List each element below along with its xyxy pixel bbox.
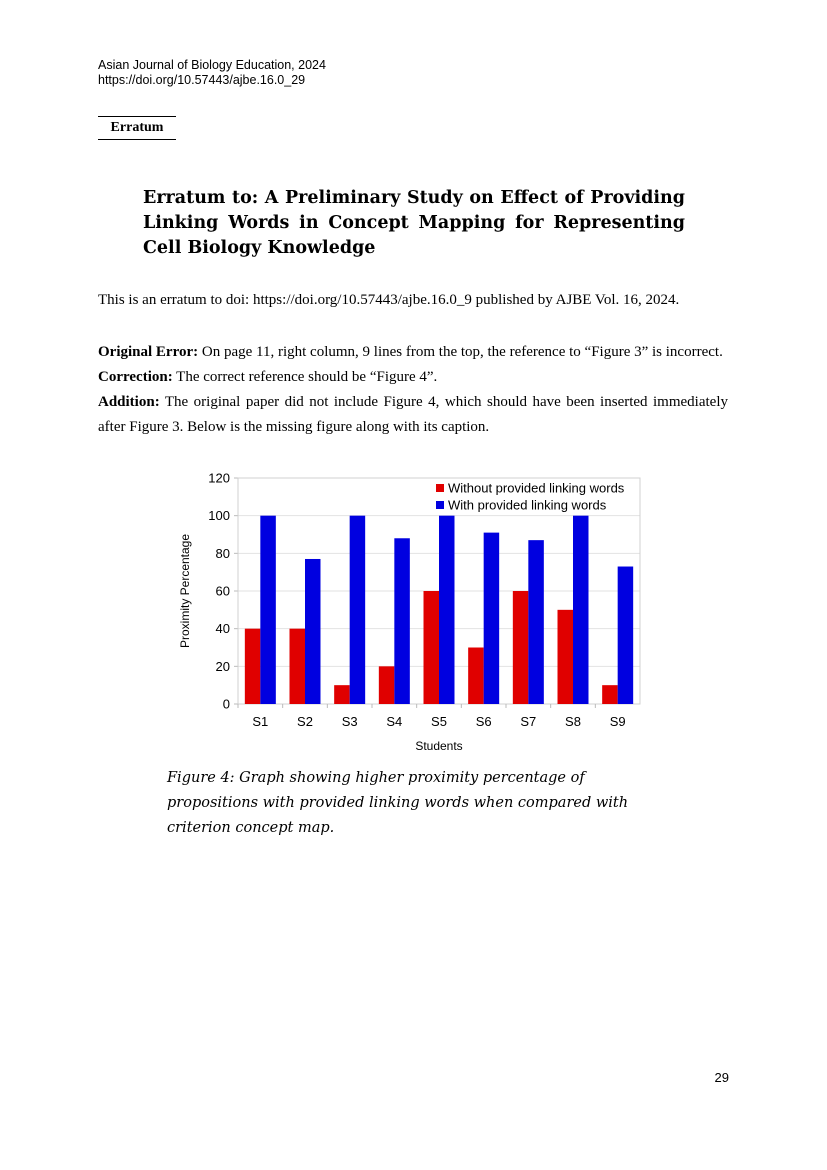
bar-with-s4 <box>394 538 410 704</box>
x-tick-label: S8 <box>565 714 581 729</box>
paragraph-label: Correction: <box>98 369 173 385</box>
legend-swatch <box>436 484 444 492</box>
x-tick-label: S2 <box>297 714 313 729</box>
paragraph-text: On page 11, right column, 9 lines from the top, the reference to “Figure 3” is incorrect. <box>198 344 723 360</box>
bar-without-s1 <box>245 629 261 704</box>
paragraph-label: Addition: <box>98 394 160 410</box>
bar-with-s9 <box>618 567 634 704</box>
running-header <box>98 58 326 88</box>
y-axis-title: Proximity Percentage <box>178 533 192 649</box>
y-tick-label: 20 <box>215 658 230 674</box>
header-doi: https://doi.org/10.57443/ajbe.16.0_29 <box>98 73 306 87</box>
bar-without-s8 <box>558 610 574 704</box>
x-tick-label: S1 <box>252 714 269 729</box>
legend-swatch <box>436 501 444 509</box>
legend-label: With provided linking words <box>448 497 607 513</box>
y-tick-label: 80 <box>215 545 230 561</box>
bar-with-s1 <box>260 516 276 704</box>
paragraph-addition <box>98 390 728 440</box>
paragraph-text: The correct reference should be “Figure 4”. <box>172 369 438 385</box>
bar-with-s2 <box>305 559 321 704</box>
bar-without-s7 <box>513 591 529 704</box>
bar-without-s6 <box>468 648 484 705</box>
figure-caption: Figure 4: Graph showing higher proximity percentage of propositions with provided linking words when compared with criterion concept map. <box>167 770 629 836</box>
bar-without-s2 <box>290 629 306 704</box>
x-tick-label: S6 <box>475 714 492 729</box>
y-tick-label: 60 <box>215 583 230 599</box>
y-tick-label: 120 <box>208 470 230 486</box>
figure-4-bar-chart <box>170 462 650 762</box>
article-title: Erratum to: A Preliminary Study on Effect of Providing Linking Words in Concept Mapping for Representing Cell Biology Knowledge <box>143 188 685 258</box>
y-tick-label: 40 <box>215 621 230 637</box>
bar-with-s6 <box>484 533 500 704</box>
bar-with-s7 <box>528 540 544 704</box>
journal-name: Asian Journal of Biology Education, 2024 <box>98 58 326 72</box>
bar-with-s5 <box>439 516 455 704</box>
paragraph-label: Original Error: <box>98 344 199 360</box>
paragraph-text: The original paper did not include Figure 4, which should have been inserted immediately after Figure 3. Below is the missing figure along with its caption. <box>98 394 728 435</box>
x-tick-label: S4 <box>386 714 403 729</box>
x-tick-label: S7 <box>520 714 537 729</box>
x-tick-label: S5 <box>431 714 447 729</box>
paragraph-original-error <box>98 340 728 365</box>
x-tick-label: S3 <box>341 714 358 729</box>
bar-without-s5 <box>424 591 440 704</box>
bar-with-s3 <box>350 516 366 704</box>
bar-without-s4 <box>379 666 395 704</box>
bar-without-s9 <box>602 685 618 704</box>
x-tick-label: S9 <box>609 714 626 729</box>
intro-text: This is an erratum to doi: https://doi.org/10.57443/ajbe.16.0_9 published by AJBE Vol. 16, 2024. <box>98 292 680 308</box>
x-axis-title: Students <box>415 739 463 753</box>
section-tag: Erratum <box>98 116 176 140</box>
y-tick-label: 0 <box>222 696 230 712</box>
bar-with-s8 <box>573 516 589 704</box>
paragraph-correction <box>98 365 728 390</box>
erratum-body <box>98 340 728 440</box>
legend-label: Without provided linking words <box>448 480 625 496</box>
bar-without-s3 <box>334 685 350 704</box>
page-number: 29 <box>714 1070 729 1085</box>
y-tick-label: 100 <box>208 508 230 524</box>
